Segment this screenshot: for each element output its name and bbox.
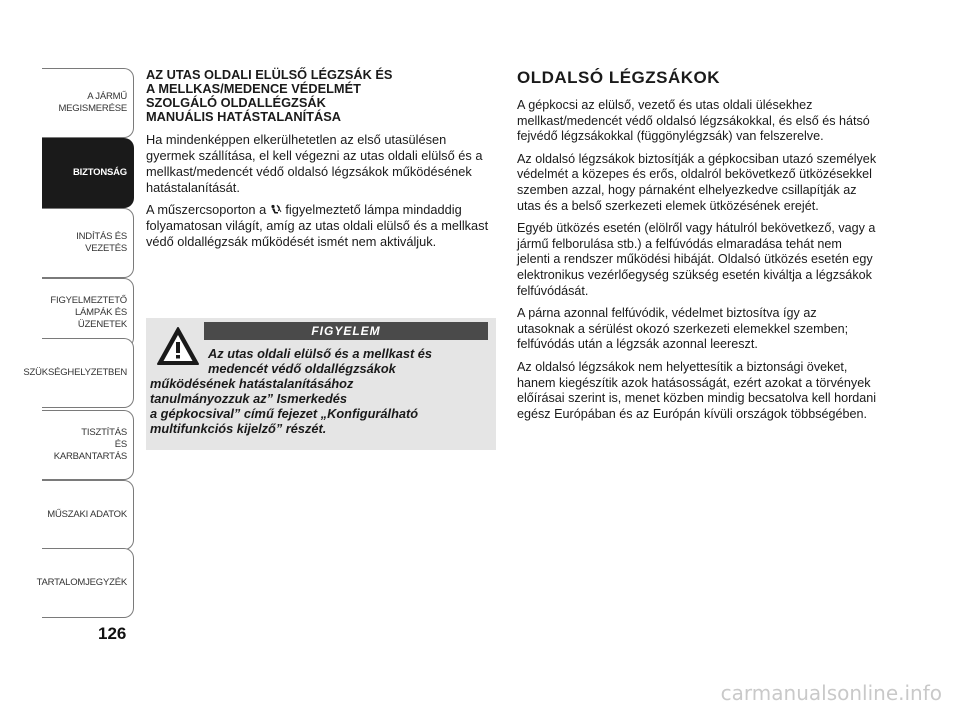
warning-text: Az utas oldali elülső és a mellkast és medencét védő oldallégzsákok működésének hatástalanításához tanulmányozzuk az” Ismerkedés a gépkocsival” című fejezet „Konfigurálható multifunkciós kijelző” részét. <box>150 346 433 436</box>
warning-box <box>146 318 496 450</box>
paragraph: Ha mindenképpen elkerülhetetlen az első utasülésen gyermek szállítása, el kell végezni az utas oldali elülső és a mellkast/medencét védő oldalsó légzsákok működésének hatástalanítását. <box>146 132 483 195</box>
warning-header: FIGYELEM <box>204 322 488 340</box>
page-title: OLDALSÓ LÉGZSÁKOK <box>517 68 721 87</box>
paragraph: A műszercsoporton a figyelmeztető lámpa mindaddig folyamatosan világít, amíg az utas oldali elülső és a mellkast védő oldallégzsák működését ismét nem aktiváljuk. <box>146 202 489 249</box>
tab-safety[interactable]: BIZTONSÁG <box>42 138 134 208</box>
tab-maintenance[interactable]: TISZTÍTÁS ÉS KARBANTARTÁS <box>42 410 134 480</box>
airbag-off-icon <box>270 204 282 216</box>
left-column <box>146 68 496 256</box>
page-number: 126 <box>98 624 127 643</box>
paragraph: A párna azonnal felfúvódik, védelmet biztosítva így az utasoknak a sérülést okozó szerkezeti elemekkel szemben; felfúvódás után a légzsák azonnal leereszt. <box>517 306 849 352</box>
paragraph: Az oldalsó légzsákok nem helyettesítik a biztonsági öveket, hanem kiegészítik azok hatásosságát, ezért azokat a törvények előírásai szerint is, menet közben mindig becsatolva kell hordani egész Európában és az Európán kívüli országok többségében. <box>517 359 877 421</box>
tab-technical-data[interactable]: MŰSZAKI ADATOK <box>42 480 134 550</box>
tab-index[interactable]: TARTALOMJEGYZÉK <box>42 548 134 618</box>
paragraph: Az oldalsó légzsákok biztosítják a gépkocsiban utazó személyek védelmét a közepes és erős, oldalról bekövetkező ütközésekkel szemben azzal, hogy párnaként elhelyezkedve csillapítják az utas és a belső szerkezeti elemek ütközésének erejét. <box>517 151 877 213</box>
paragraph: A gépkocsi az elülső, vezető és utas oldali ülésekhez mellkast/medencét védő oldalsó légzsákokkal, és első és hátsó fejvédő légzsákokkal (függönylégzsák) van felszerelve. <box>517 98 870 144</box>
right-column <box>517 68 877 429</box>
tab-starting-driving[interactable]: INDÍTÁS ÉS VEZETÉS <box>42 208 134 278</box>
tab-vehicle-overview[interactable]: A JÁRMŰ MEGISMERÉSE <box>42 68 134 138</box>
watermark: carmanualsonline.info <box>720 681 942 705</box>
tab-emergency[interactable]: SZÜKSÉGHELYZETBEN <box>42 338 134 408</box>
tab-warning-lights[interactable]: FIGYELMEZTETŐ LÁMPÁK ÉS ÜZENETEK <box>42 278 134 348</box>
section-heading: AZ UTAS OLDALI ELÜLSŐ LÉGZSÁK ÉS A MELLKAS/MEDENCE VÉDELMÉT SZOLGÁLÓ OLDALLÉGZSÁK MANUÁLIS HATÁSTALANÍTÁSA <box>146 67 393 124</box>
paragraph: Egyéb ütközés esetén (elölről vagy hátulról bekövetkező, vagy a jármű felborulása stb.) a felfúvódás elmaradása tehát nem jelenti a rendszer működési hibáját. Oldalsó ütközés esetén egy elektronikus vezérlőegység szükség esetén kiváltja a légzsákok felfúvódását. <box>517 221 876 298</box>
